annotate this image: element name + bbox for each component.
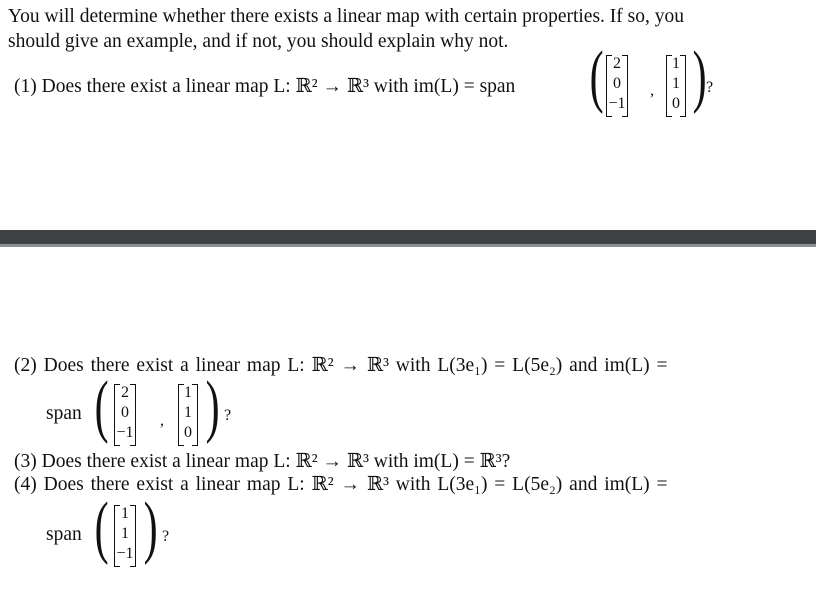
question-mark: ? [224, 407, 232, 424]
comma: , [160, 412, 164, 429]
vector-c [114, 505, 136, 565]
vector-b-entry-3: 0 [184, 424, 192, 441]
vector-b-entry-1: 1 [672, 55, 680, 72]
vector-b [666, 55, 686, 115]
vector-b-entry-2: 1 [184, 404, 192, 421]
intro-line-1: You will determine whether there exists a linear map with certain properties. If so, you [8, 6, 684, 27]
vector-c-entry-3: −1 [116, 545, 134, 562]
vector-a [114, 384, 136, 444]
question-3-text: (3) Does there exist a linear map L: ℝ² → ℝ³ with im(L) = ℝ³? [14, 451, 511, 472]
span-label: span [46, 403, 82, 424]
vector-a-entry-2: 0 [121, 404, 129, 421]
vector-a-entry-2: 0 [613, 75, 621, 92]
vector-b [178, 384, 198, 444]
comma: , [650, 82, 654, 99]
left-paren: ( [94, 368, 109, 445]
intro-line-2: should give an example, and if not, you should explain why not. [8, 31, 509, 52]
left-paren: ( [589, 38, 604, 115]
vector-a-entry-3: −1 [116, 424, 134, 441]
vector-b-entry-3: 0 [672, 95, 680, 112]
right-paren: ) [143, 489, 158, 566]
question-4-text: (4) Does there exist a linear map L: ℝ² → ℝ³ with L(3e₁) = L(5e₂) and im(L) = [14, 474, 668, 495]
question-1-text: (1) Does there exist a linear map L: ℝ² → ℝ³ with im(L) = span [14, 76, 516, 97]
left-paren: ( [94, 489, 109, 566]
span-label: span [46, 524, 82, 545]
section-divider [0, 230, 816, 247]
vector-a-entry-1: 2 [121, 384, 129, 401]
vector-a-entry-1: 2 [613, 55, 621, 72]
question-mark: ? [162, 528, 170, 545]
vector-c-entry-2: 1 [121, 525, 129, 542]
vector-a [606, 55, 628, 115]
vector-a-entry-3: −1 [608, 95, 626, 112]
right-paren: ) [692, 38, 707, 115]
right-paren: ) [205, 368, 220, 445]
question-2-text: (2) Does there exist a linear map L: ℝ² → ℝ³ with L(3e₁) = L(5e₂) and im(L) = [14, 355, 668, 376]
question-mark: ? [706, 79, 714, 96]
vector-c-entry-1: 1 [121, 505, 129, 522]
vector-b-entry-2: 1 [672, 75, 680, 92]
vector-b-entry-1: 1 [184, 384, 192, 401]
